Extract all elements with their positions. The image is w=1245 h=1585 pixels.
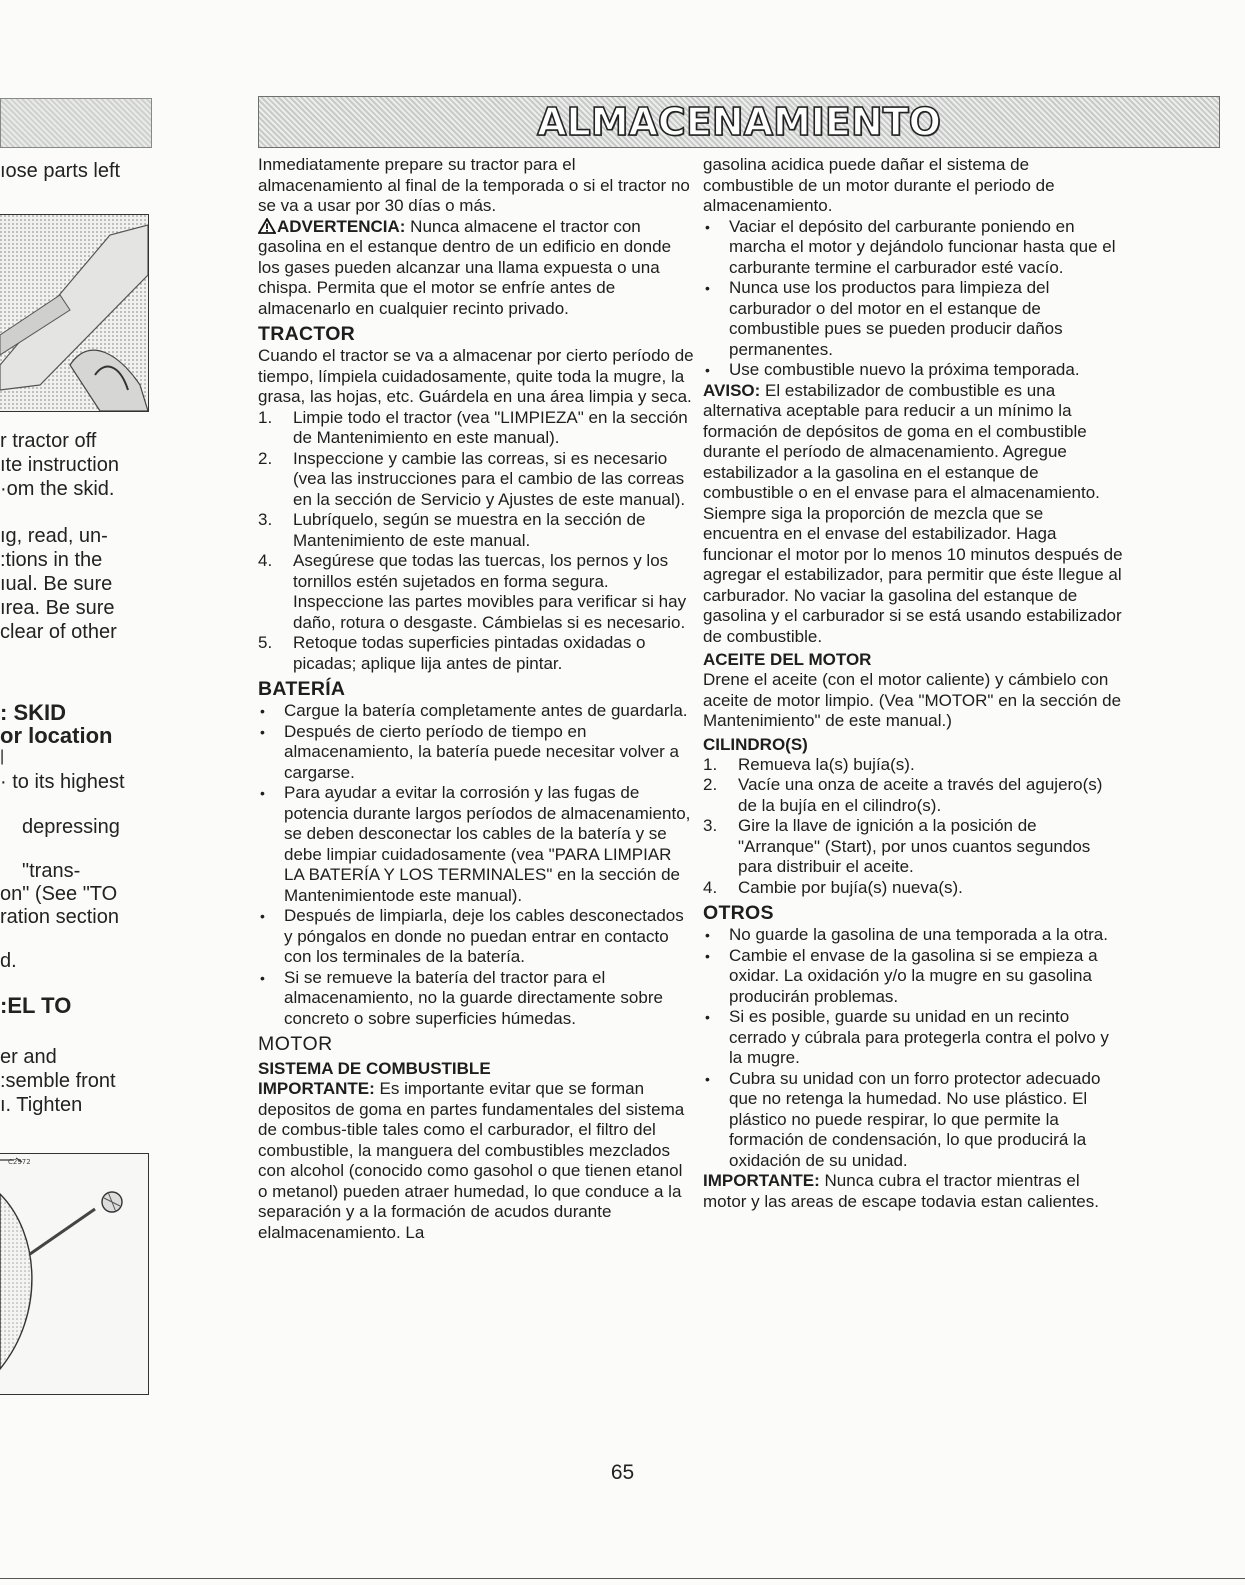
sliver-text-line: ıte instruction (0, 454, 119, 476)
step-number: 2. (703, 775, 718, 794)
list-item (258, 449, 696, 511)
sliver-text-line: r tractor off (0, 430, 97, 452)
step-text: Retoque todas superficies pintadas oxidadas o picadas; aplique lija antes de pintar. (293, 633, 646, 673)
page-number: 65 (610, 1461, 635, 1484)
sliver-illustration-bottom (0, 1153, 149, 1395)
sliver-text-line: ıose parts left (0, 160, 121, 182)
sliver-text-line: "trans- (22, 860, 81, 882)
list-item: • Después de limpiarla, deje los cables desconectados y póngalos en donde no puedan entrar en contacto con los terminales de la batería. (258, 906, 696, 968)
list-item: • Vaciar el depósito del carburante poniendo en marcha el motor y dejándolo funcionar hasta que el carburante termine el carburador esté vacío. (703, 217, 1123, 279)
sliver-heading: :EL TO (0, 993, 72, 1018)
step-text: Vacíe una onza de aceite a través del agujero(s) de la bujía en el cilindro(s). (738, 775, 1103, 815)
cilindro-steps-list (703, 755, 1123, 899)
step-number: 1. (703, 754, 718, 774)
heading-motor: MOTOR (258, 1033, 333, 1055)
column-right (703, 155, 1123, 1212)
list-item (258, 408, 696, 449)
sliver-text-line: ıg, read, un- (0, 525, 108, 547)
tractor-steps-list (258, 408, 696, 675)
list-item (703, 878, 1123, 899)
intro-paragraph: Inmediatamente prepare su tractor para el almacenamiento al final de la temporada o si el tractor no se va a usar por 30 días o más. (258, 155, 690, 215)
list-item (703, 755, 1123, 776)
heading-aceite: ACEITE DEL MOTOR (703, 650, 872, 669)
bateria-list (258, 701, 696, 1029)
step-text: Asegúrese que todas las tuercas, los pernos y los tornillos estén sujetados en forma segura. Inspeccione las partes movibles para verificar si hay daño, rotura o desgaste. Cámbielas si es necesario. (293, 551, 687, 632)
aviso-text: El estabilizador de combustible es una alternativa aceptable para reducir a un mínimo la formación de depósitos de goma en el combustible durante el período de almacenamiento. Agregue estabilizador a la gasolina en el estanque de combustible o en el envase para el almacenamiento. Siempre siga la proporción de mezcla que se encuentra en el envase del estabilizador. Haga funcionar el motor por lo menos 10 minutos después de agregar el estabilizador, para permitir que éste llegue al carburador. No vaciar la gasolina del estanque de gasolina y el carburador si se está usando estabilizador de combustible. (703, 380, 1123, 646)
step-number: 3. (703, 816, 718, 835)
sliver-text-line: ı. Tighten (0, 1094, 83, 1116)
step-text: Lubríquelo, según se muestra en la sección de Mantenimiento de este manual. (293, 510, 646, 550)
importante-text: Es importante evitar que se forman depositos de goma en partes fundamentales del sistema de combus-tible tales como el carburador, el filtro del combustible, la manguera del combustibles mezclados con alcohol (conocido como gasohol o que tienen etanol o metanol) pueden atraer humedad, lo que conduce a la separación y a la formación de acudos durante elalmacenamiento. La (258, 1079, 685, 1242)
aviso-label: AVISO: (703, 380, 761, 400)
list-item (258, 551, 696, 633)
sliver-heading: or location (0, 723, 113, 748)
sliver-text-line: ıual. Be sure (0, 573, 113, 595)
warning-text: Nunca almacene el tractor con gasolina en el estanque dentro de un edificio en donde los gases pueden alcanzar una llama expuesta o una chispa. Permita que el motor se enfríe antes de almacenarlo en cualquier recinto privado. (258, 216, 672, 318)
bottom-rule (0, 1578, 1245, 1579)
list-item: • Para ayudar a evitar la corrosión y las fugas de potencia durante largos períodos de almacenamiento, se deben desconectar los cables de la batería y se debe limpiar cuidadosamente (vea "PARA LIMPIAR LA BATERÍA Y LOS TERMINALES" en la sección de Mantenimientode este manual). (258, 783, 696, 906)
sliver-illustration-top (0, 214, 149, 412)
step-number: 4. (703, 877, 718, 897)
tractor-intro: Cuando el tractor se va a almacenar por cierto período de tiempo, límpiela cuidadosamente, quite toda la mugre, la grasa, las hojas, etc. Guárdela en una área limpia y seca. (258, 346, 694, 406)
list-item (258, 633, 696, 674)
step-text: Limpie todo el tractor (vea "LIMPIEZA" en la sección de Mantenimiento en este manual). (293, 407, 688, 447)
step-number: 1. (258, 407, 273, 427)
heading-tractor: TRACTOR (258, 323, 356, 345)
list-item: • Después de cierto período de tiempo en almacenamiento, la batería puede necesitar volver a cargarse. (258, 722, 696, 784)
list-item: • Cambie el envase de la gasolina si se empieza a oxidar. La oxidación y/o la mugre en su gasolina producirán problemas. (703, 946, 1123, 1008)
sliver-heading: : SKID (0, 700, 66, 725)
heading-bateria: BATERÍA (258, 678, 346, 700)
step-number: 5. (258, 633, 273, 652)
list-item: • Nunca use los productos para limpieza del carburador o del motor en el estanque de combustible pues se pueden producir daños permanentes. (703, 278, 1123, 360)
warning-paragraph (258, 217, 696, 320)
list-item: • Use combustible nuevo la próxima temporada. (703, 360, 1123, 381)
step-number: 2. (258, 448, 273, 468)
final-importante-text: Nunca cubra el tractor mientras el motor y las areas de escape todavia estan calientes. (703, 1171, 1099, 1211)
sliver-text-line: er and (0, 1046, 57, 1068)
step-number: 3. (258, 510, 273, 529)
final-importante-label: IMPORTANTE: (703, 1171, 820, 1190)
sliver-text-line: · to its highest (0, 771, 125, 793)
step-text: Gire la llave de ignición a la posición de "Arranque" (Start), por unos cuantos segundos para distribuir el aceite. (738, 816, 1091, 876)
otros-list (703, 925, 1123, 1171)
sliver-text-line: on" (See "TO (0, 883, 118, 905)
sliver-text-line: ırea. Be sure (0, 597, 115, 619)
importante-label: IMPORTANTE: (258, 1079, 375, 1098)
heading-combustible: SISTEMA DE COMBUSTIBLE (258, 1059, 491, 1078)
column-left (258, 155, 696, 1243)
sliver-text-line: ·om the skid. (0, 478, 115, 500)
step-text: Inspeccione y cambie las correas, si es necesario (vea las instrucciones para el cambio de las correas en la sección de Servicio y Ajustes de este manual). (293, 448, 686, 509)
sliver-text-line: :tions in the (0, 549, 103, 571)
importante-paragraph (258, 1079, 696, 1243)
step-number: 4. (258, 551, 273, 570)
warning-label: ADVERTENCIA: (277, 216, 406, 236)
aviso-paragraph (703, 381, 1123, 648)
list-item (258, 510, 696, 551)
sliver-text-line: d. (0, 950, 17, 972)
sliver-mark: | (0, 748, 5, 765)
list-item: • No guarde la gasolina de una temporada a la otra. (703, 925, 1123, 946)
list-item (703, 816, 1123, 878)
list-item: • Cubra su unidad con un forro protector adecuado que no retenga la humedad. No use plástico. El plástico no puede respirar, lo que permite la formación de condensación, lo que producirá la oxidación de su unidad. (703, 1069, 1123, 1172)
list-item: • Cargue la batería completamente antes de guardarla. (258, 701, 696, 722)
heading-otros: OTROS (703, 902, 774, 924)
figure-code: C2972 (8, 1158, 31, 1166)
step-text: Cambie por bujía(s) nueva(s). (738, 877, 963, 897)
warning-triangle-icon (258, 218, 276, 234)
list-item: • Si es posible, guarde su unidad en un recinto cerrado y cúbrala para protegerla contra el polvo y la mugre. (703, 1007, 1123, 1069)
continued-paragraph: gasolina acidica puede dañar el sistema de combustible de un motor durante el periodo de almacenamiento. (703, 155, 1055, 215)
final-importante-paragraph (703, 1171, 1123, 1212)
aceite-paragraph: Drene el aceite (con el motor caliente) y cámbielo con aceite de motor limpio. (Vea "MOTOR" en la sección de Mantenimiento" de este manual.) (703, 670, 1122, 730)
sliver-text-line: ration section (0, 906, 119, 928)
heading-cilindro: CILINDRO(S) (703, 734, 808, 754)
sliver-header-band (0, 98, 152, 148)
list-item (703, 775, 1123, 816)
step-text: Remueva la(s) bujía(s). (738, 754, 915, 774)
fuel-list (703, 217, 1123, 381)
section-title: ALMACENAMIENTO (537, 100, 941, 144)
sliver-text-line: depressing (22, 816, 120, 838)
sliver-text-line: clear of other (0, 621, 117, 643)
list-item: • Si se remueve la batería del tractor para el almacenamiento, no la guarde directamente sobre concreto o sobre superficies húmedas. (258, 968, 696, 1030)
section-banner (258, 96, 1220, 148)
sliver-text-line: :semble front (0, 1070, 116, 1092)
